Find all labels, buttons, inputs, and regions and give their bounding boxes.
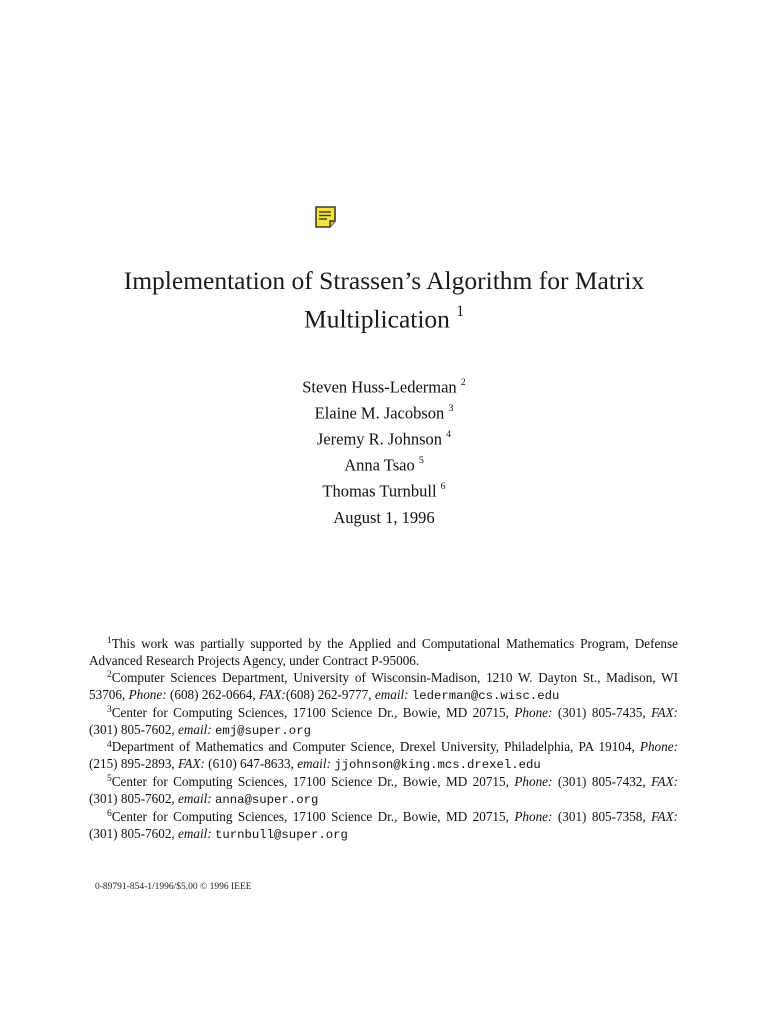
footnote-3: $^3$Center for Computing Sciences, 17100 Science Dr., Bowie, MD 20715, Phone: (301) 805-7435, FAX: (301) 805-7602, email: emj@super.org: [89, 704, 678, 738]
footnote-5: $^5$Center for Computing Sciences, 17100 Science Dr., Bowie, MD 20715, Phone: (301) 805-7432, FAX: (301) 805-7602, email: anna@super.org: [89, 774, 678, 808]
title-line-2-text: Multiplication: [304, 304, 450, 334]
author: Jeremy R. Johnson $^4$: [316, 429, 452, 449]
publication-date: August 1, 1996: [333, 508, 435, 527]
author: Anna Tsao $^5$: [344, 455, 424, 475]
paper-title: [0, 264, 768, 336]
email-link[interactable]: anna@super.org: [215, 793, 319, 808]
footnote-4: $^4$Department of Mathematics and Computer Science, Drexel University, Philadelphia, PA 19104, Phone: (215) 895-2893, FAX: (610) 647-8633, email: jjohnson@king.mcs.drexel.edu: [89, 739, 678, 773]
footnote-2: $^2$Computer Sciences Department, University of Wisconsin-Madison, 1210 W. Dayton St., Madison, WI 53706, Phone: (608) 262-0664, FAX:(608) 262-9777, email: lederman@cs.wisc.edu: [89, 669, 678, 703]
email-link[interactable]: turnbull@super.org: [215, 827, 348, 842]
author: Thomas Turnbull $^6$: [322, 481, 446, 501]
copyright-notice: 0-89791-854-1/1996/$5.00 © 1996 IEEE: [95, 882, 252, 892]
email-link[interactable]: emj@super.org: [215, 723, 311, 738]
note-icon[interactable]: [314, 205, 338, 229]
title-footnote-mark: 1: [456, 303, 464, 321]
author: Elaine M. Jacobson $^3$: [314, 403, 454, 423]
title-line-2: [0, 297, 768, 336]
email-link[interactable]: jjohnson@king.mcs.drexel.edu: [334, 758, 541, 773]
footnotes: [89, 636, 678, 844]
footnote-1: $^1$This work was partially supported by the Applied and Computational Mathematics Program, Defense Advanced Research Projects Agency, under Contract P-95006.: [89, 636, 678, 668]
title-line-1: Implementation of Strassen’s Algorithm for Matrix: [123, 266, 645, 295]
author: Steven Huss-Lederman $^2$: [302, 377, 466, 397]
author-list: [0, 373, 768, 503]
footnote-6: $^6$Center for Computing Sciences, 17100 Science Dr., Bowie, MD 20715, Phone: (301) 805-7358, FAX: (301) 805-7602, email: turnbull@super.org: [89, 809, 678, 842]
email-link[interactable]: lederman@cs.wisc.edu: [411, 688, 560, 703]
